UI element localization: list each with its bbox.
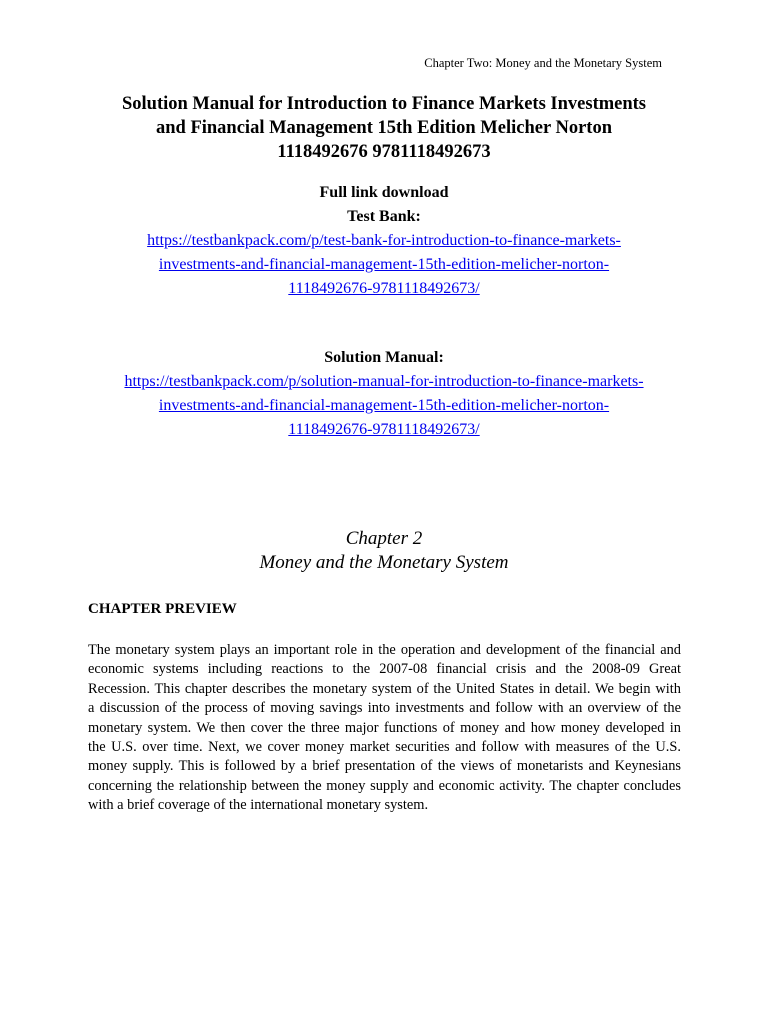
paragraph-line: The monetary system plays an important role in the operation and development of the financial and — [88, 642, 681, 658]
chapter-preview-paragraph — [88, 641, 681, 816]
chapter-heading — [100, 527, 668, 575]
paragraph-line: with a brief coverage of the international monetary system. — [88, 797, 429, 814]
running-header: Chapter Two: Money and the Monetary System — [424, 56, 662, 70]
test-bank-label: Test Bank: — [347, 208, 421, 225]
title-line: 1118492676 9781118492673 — [277, 142, 491, 162]
chapter-title: Money and the Monetary System — [259, 552, 509, 573]
paragraph-line: economic systems including reactions to the 2007-08 financial crisis and the 2008-09 Great — [88, 661, 681, 678]
test-bank-link-line[interactable]: investments-and-financial-management-15th-edition-melicher-norton- — [158, 256, 610, 273]
paragraph-line: the U.S. over time. Next, we cover money market securities and follow with measures of the U.S. — [88, 739, 681, 756]
paragraph-line: Recession. This chapter describes the monetary system of the United States in detail. We begin with — [88, 680, 681, 697]
paragraph-line: concerning the relationship between the money supply and economic activity. The chapter concludes — [88, 777, 681, 794]
document-title — [80, 92, 688, 164]
full-link-download-label: Full link download — [319, 184, 449, 201]
test-bank-link-line[interactable]: 1118492676-9781118492673/ — [288, 280, 480, 297]
test-bank-section — [60, 181, 708, 301]
solution-manual-link-line[interactable]: 1118492676-9781118492673/ — [288, 421, 480, 438]
title-line: and Financial Management 15th Edition Melicher Norton — [156, 118, 612, 138]
test-bank-link-line[interactable]: https://testbankpack.com/p/test-bank-for-introduction-to-finance-markets- — [147, 232, 621, 249]
paragraph-line: monetary system. We then cover the three major functions of money and how money developed in — [88, 719, 681, 736]
chapter-number: Chapter 2 — [345, 528, 423, 549]
title-line: Solution Manual for Introduction to Finance Markets Investments — [121, 94, 647, 114]
chapter-preview-heading: CHAPTER PREVIEW — [88, 601, 237, 617]
solution-manual-label: Solution Manual: — [324, 349, 444, 366]
solution-manual-section — [60, 346, 708, 442]
solution-manual-link-line[interactable]: https://testbankpack.com/p/solution-manual-for-introduction-to-finance-markets- — [124, 373, 644, 390]
solution-manual-link-line[interactable]: investments-and-financial-management-15th-edition-melicher-norton- — [158, 397, 610, 414]
paragraph-line: money supply. This is followed by a brief presentation of the views of monetarists and Keynesians — [88, 758, 681, 775]
paragraph-line: a discussion of the process of moving savings into investments and follow with an overview of the — [88, 700, 681, 717]
